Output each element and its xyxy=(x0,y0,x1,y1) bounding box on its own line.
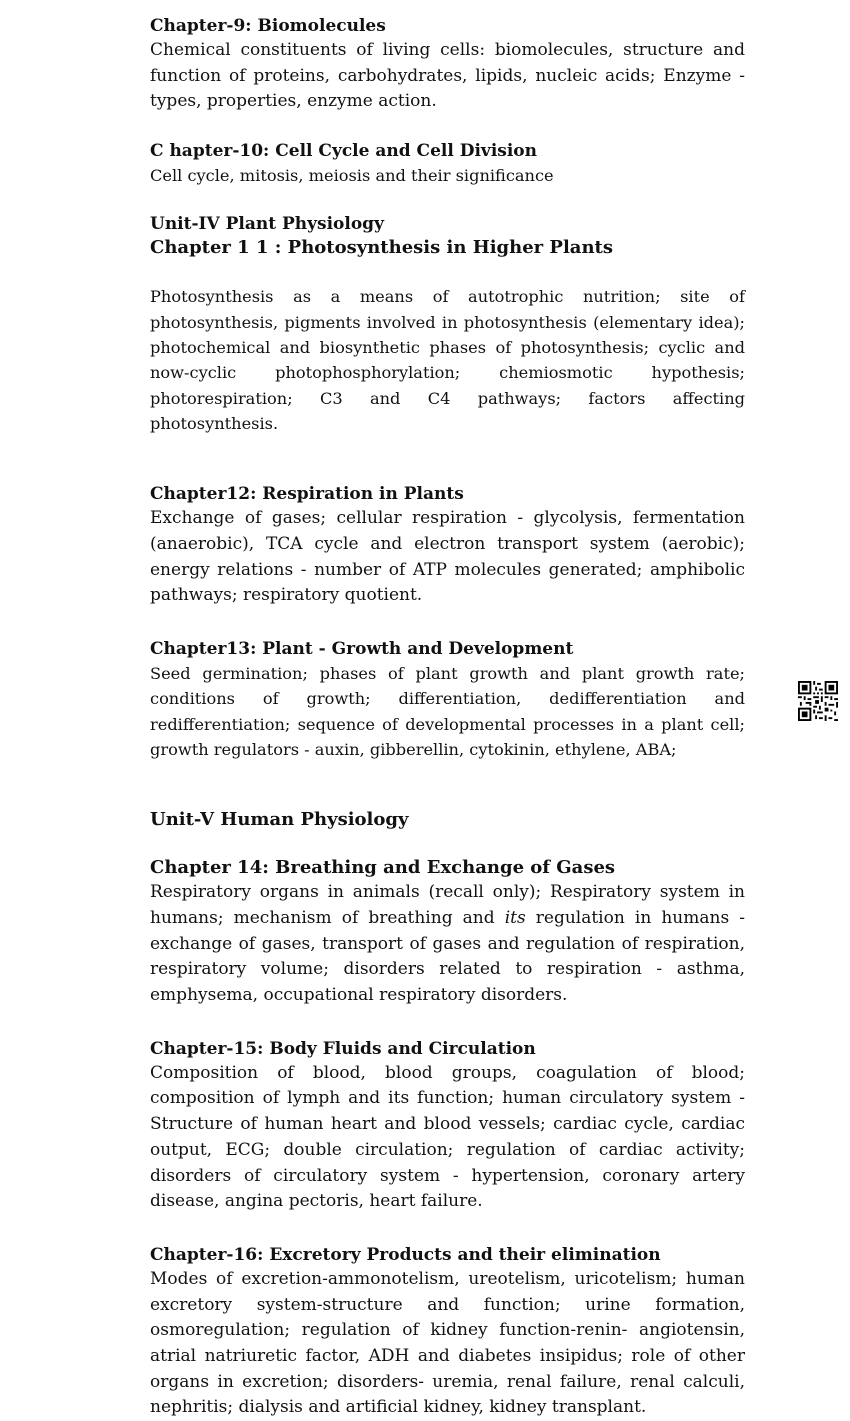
chapter-14-body-part2: regulation in humans - exchange of gases, transport of gases and regulation of respiration, respiratory volume; disorders related to respiration - asthma, emphysema, occupational respiratory disorders. xyxy=(150,907,745,1005)
unit-4-section xyxy=(150,212,745,436)
unit-4-title: Unit-IV Plant Physiology xyxy=(150,214,384,235)
chapter-11-title: Chapter 1 1 : Photosynthesis in Higher Plants xyxy=(150,237,614,259)
chapter-9-section xyxy=(150,14,745,115)
chapter-11-body: Photosynthesis as a means of autotrophic nutrition; site of photosynthesis, pigments involved in photosynthesis (elementary idea); photochemical and biosynthetic phases of photosynthesis; cyclic and now-cyclic photophosphorylation; chemiosmotic hypothesis; photorespiration; C3 and C4 pathways; factors affecting photosynthesis. xyxy=(150,287,745,433)
chapter-15-title: Chapter-15: Body Fluids and Circulation xyxy=(150,1038,536,1059)
chapter-10-section xyxy=(150,139,745,188)
chapter-13-body: Seed germination; phases of plant growth and plant growth rate; conditions of growth; differentiation, dedifferentiation and redifferentiation; sequence of developmental processes in a plant cell; growth regulators - auxin, gibberellin, cytokinin, ethylene, ABA; xyxy=(150,664,745,759)
chapter-12-body: Exchange of gases; cellular respiration - glycolysis, fermentation (anaerobic), TCA cycle and electron transport system (aerobic); energy relations - number of ATP molecules generated; amphibolic pathways; respiratory quotient. xyxy=(150,508,745,606)
chapter-14-body-part1: Respiratory organs in animals (recall only); Respiratory system in humans; mechanism of breathing and xyxy=(150,882,745,928)
chapter-13-title: Chapter13: Plant - Growth and Development xyxy=(150,639,574,659)
chapter-9-body: Chemical constituents of living cells: biomolecules, structure and function of proteins, carbohydrates, lipids, nucleic acids; Enzyme - types, properties, enzyme action. xyxy=(150,40,745,112)
chapter-12-section xyxy=(150,482,745,609)
chapter-14-title: Chapter 14: Breathing and Exchange of Gases xyxy=(150,857,616,879)
chapter-15-body: Composition of blood, blood groups, coagulation of blood; composition of lymph and its function; human circulatory system - Structure of human heart and blood vessels; cardiac cycle, cardiac output, ECG; double circulation; regulation of cardiac activity; disorders of circulatory system - hypertension, coronary artery disease, angina pectoris, heart failure. xyxy=(150,1062,745,1212)
chapter-14-body-italic: its xyxy=(504,907,526,928)
chapter-9-title: Chapter-9: Biomolecules xyxy=(150,16,386,36)
unit-5-section xyxy=(150,808,745,832)
chapter-16-body: Modes of excretion-ammonotelism, ureotelism, uricotelism; human excretory system-structure and function; urine formation, osmoregulation; regulation of kidney function-renin- angiotensin, atrial natriuretic factor, ADH and diabetes insipidus; role of other organs in excretion; disorders- uremia, renal failure, renal calculi, nephritis; dialysis and artificial kidney, kidney transplant. xyxy=(150,1268,745,1418)
chapter-10-body: Cell cycle, mitosis, meiosis and their significance xyxy=(150,166,554,186)
qr-code-icon xyxy=(798,681,838,721)
chapter-16-title: Chapter-16: Excretory Products and their elimination xyxy=(150,1244,661,1265)
unit-5-title: Unit-V Human Physiology xyxy=(150,809,409,831)
chapter-12-title: Chapter12: Respiration in Plants xyxy=(150,484,464,505)
chapter-14-body xyxy=(150,880,745,1009)
chapter-15-section xyxy=(150,1037,745,1215)
chapter-13-section xyxy=(150,637,745,762)
chapter-14-section xyxy=(150,856,745,1009)
chapter-10-title: C hapter-10: Cell Cycle and Cell Division xyxy=(150,141,537,162)
chapter-16-section xyxy=(150,1243,745,1421)
syllabus-page xyxy=(150,14,745,1421)
